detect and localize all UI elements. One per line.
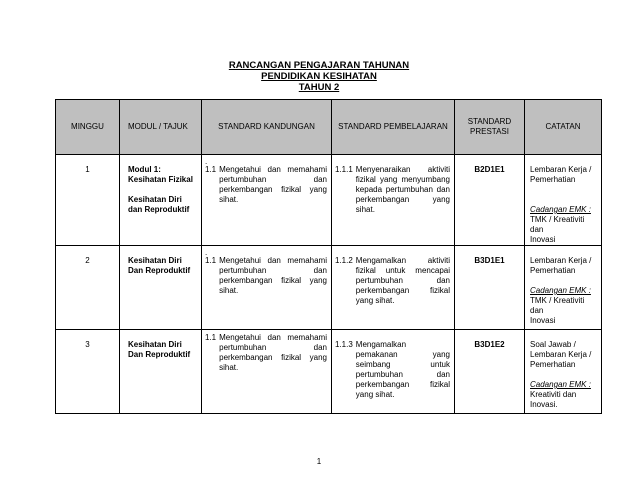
modul-line: Kesihatan Diri [128, 340, 182, 349]
modul-line: Kesihatan Fizikal [128, 175, 193, 184]
emk-label: Cadangan EMK : [530, 205, 591, 214]
emk-line: TMK / Kreativiti dan [530, 215, 585, 234]
bullet-dot: . [205, 157, 208, 166]
modul-line: Kesihatan Diri [128, 195, 182, 204]
table-header-row [56, 100, 602, 155]
table-row [56, 155, 602, 246]
col-header-pembelajaran: STANDARD PEMBELAJARAN [332, 100, 455, 155]
document-year: TAHUN 2 [298, 82, 340, 93]
cell-standard-kandungan [202, 330, 332, 414]
emk-label: Cadangan EMK : [530, 286, 591, 295]
page-number: 1 [316, 457, 322, 466]
emk-line: TMK / Kreativiti dan [530, 296, 585, 315]
cell-prestasi: B3D1E1 [455, 246, 525, 330]
col-header-prestasi-line1: STANDARD [467, 117, 512, 126]
table-row [56, 330, 602, 414]
emk-line: Inovasi [530, 316, 556, 325]
table-row [56, 246, 602, 330]
cell-standard-pembelajaran [332, 155, 455, 246]
cell-standard-kandungan [202, 155, 332, 246]
document-title: RANCANGAN PENGAJARAN TAHUNAN [228, 60, 410, 71]
emk-line: Inovasi. [530, 400, 558, 409]
standard-text: Mengamalkan aktiviti fizikal untuk mencapai pertumbuhan dan perkembangan fizikal yang sihat. [355, 256, 450, 305]
document-subject: PENDIDIKAN KESIHATAN [261, 71, 377, 82]
standard-text: Menyenaraikan aktiviti fizikal yang menyumbang kepada pertumbuhan dan perkembangan yang sihat. [355, 165, 450, 214]
standard-code: 1.1.3 [335, 340, 353, 349]
cell-modul [120, 155, 202, 246]
cell-catatan [525, 330, 602, 414]
cell-modul [120, 246, 202, 330]
standard-text: Mengamalkan pemakanan yang seimbang untuk pertumbuhan dan perkembangan fizikal yang sihat. [355, 340, 450, 399]
bullet-dot: . [205, 248, 208, 257]
standard-code: 1.1 [205, 256, 217, 265]
col-header-minggu: MINGGU [56, 100, 120, 155]
cell-catatan [525, 155, 602, 246]
cell-standard-pembelajaran [332, 330, 455, 414]
standard-code: 1.1.1 [335, 165, 353, 174]
cell-minggu: 2 [56, 246, 120, 330]
cell-prestasi: B3D1E2 [455, 330, 525, 414]
catatan-line: Pemerhatian [530, 360, 576, 369]
modul-line: Kesihatan Diri [128, 256, 182, 265]
cell-modul [120, 330, 202, 414]
lesson-plan-table [55, 99, 602, 414]
catatan-line: Pemerhatian [530, 266, 576, 275]
catatan-line: Lembaran Kerja / [530, 350, 592, 359]
modul-line: Modul 1: [128, 165, 161, 174]
modul-line: Dan Reproduktif [128, 266, 191, 275]
col-header-kandungan: STANDARD KANDUNGAN [202, 100, 332, 155]
emk-line: Inovasi [530, 235, 556, 244]
standard-text: Mengetahui dan memahami pertumbuhan dan perkembangan fizikal yang sihat. [219, 333, 327, 372]
cell-standard-pembelajaran [332, 246, 455, 330]
col-header-prestasi [455, 100, 525, 155]
modul-line: Dan Reproduktif [128, 350, 191, 359]
catatan-line: Soal Jawab / [530, 340, 576, 349]
col-header-prestasi-line2: PRESTASI [470, 127, 509, 136]
col-header-catatan: CATATAN [525, 100, 602, 155]
col-header-modul: MODUL / TAJUK [120, 100, 202, 155]
catatan-line: Lembaran Kerja / [530, 165, 592, 174]
standard-text: Mengetahui dan memahami pertumbuhan dan perkembangan fizikal yang sihat. [219, 256, 327, 295]
catatan-line: Pemerhatian [530, 175, 576, 184]
emk-line: Kreativiti dan [530, 390, 577, 399]
cell-standard-kandungan [202, 246, 332, 330]
catatan-line: Lembaran Kerja / [530, 256, 592, 265]
emk-label: Cadangan EMK : [530, 380, 591, 389]
cell-prestasi: B2D1E1 [455, 155, 525, 246]
cell-minggu: 3 [56, 330, 120, 414]
standard-code: 1.1 [205, 333, 217, 342]
standard-code: 1.1.2 [335, 256, 353, 265]
standard-code: 1.1 [205, 165, 217, 174]
standard-text: Mengetahui dan memahami pertumbuhan dan perkembangan fizikal yang sihat. [219, 165, 327, 204]
cell-minggu: 1 [56, 155, 120, 246]
modul-line: dan Reproduktif [128, 205, 190, 214]
cell-catatan [525, 246, 602, 330]
